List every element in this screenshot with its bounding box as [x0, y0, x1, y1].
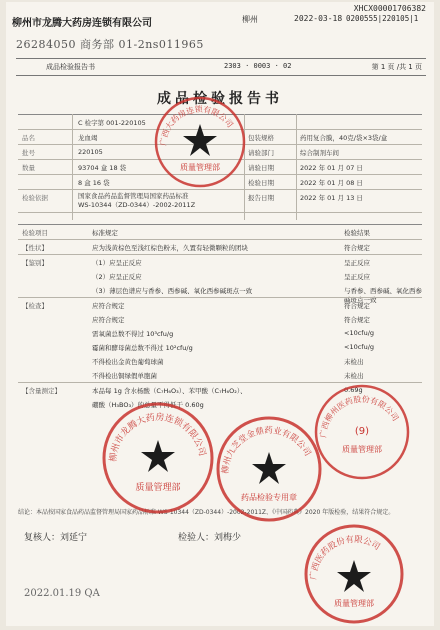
result-row — [18, 269, 422, 283]
page-indicator: 第 1 页 /共 1 页 — [371, 63, 422, 71]
info-value: 综合制剂车间 — [300, 149, 339, 157]
result-row — [18, 340, 422, 354]
info-value: 药用复合膜，40克/袋×3袋/盒 — [300, 134, 388, 142]
info-value: 龙血竭 — [78, 134, 98, 142]
result-row — [18, 254, 422, 269]
report-page — [6, 2, 434, 626]
info-value: 国家食品药品监督管理局国家药品标准 WS-10344（ZD-0344）-2002-2011Z — [78, 192, 196, 209]
seal-2-sub: 质量管理部 — [135, 483, 181, 493]
result-value: 未检出 — [344, 372, 364, 380]
result-item: 【含量测定】 — [22, 387, 61, 395]
handwritten-line: 26284050 商务部 01-2ns011965 — [16, 38, 204, 51]
row-title: 成品检验报告书 — [46, 63, 95, 71]
fax-header — [6, 2, 434, 30]
result-value: 呈正反应 — [344, 273, 370, 281]
seal-1-sub: 质量管理部 — [180, 163, 220, 172]
star-icon — [252, 452, 286, 484]
info-label: 包装规格 — [248, 134, 274, 142]
result-standard: 硼酸（H₃BO₃）的总量不得低于 0.60g — [92, 401, 204, 409]
info-row — [18, 190, 422, 213]
result-standard: （1）应呈正反应 — [92, 259, 142, 267]
info-value: 220105 — [78, 148, 103, 156]
reviewer-signature: 复核人：刘延宁 — [24, 533, 88, 543]
seal-3-sub: 质量管理部 — [342, 445, 382, 454]
info-value: 93704 盒 18 袋 — [78, 164, 127, 172]
result-standard: 应符合规定 — [92, 302, 125, 310]
info-label: 请验部门 — [248, 149, 274, 157]
result-item: 【鉴别】 — [22, 259, 48, 267]
result-row — [18, 382, 422, 397]
inspector-signature: 检验人：刘梅少 — [178, 533, 242, 543]
result-row — [18, 312, 422, 326]
result-value: 未检出 — [344, 358, 364, 366]
results-header — [18, 225, 422, 240]
svg-text:广西医药股份有限公司 — [308, 534, 382, 581]
doc-header-row — [16, 58, 426, 76]
info-row — [18, 145, 422, 160]
seal-3-num: (9) — [354, 426, 370, 437]
result-value: 符合规定 — [344, 302, 370, 310]
result-standard: 需氧菌总数不得过 10³cfu/g — [92, 330, 174, 338]
info-value: 8 盒 16 袋 — [78, 179, 110, 187]
results-table — [18, 224, 422, 411]
seal-5 — [302, 522, 406, 626]
reference-code: XHCX00001706382 — [353, 4, 426, 13]
info-value: 2022 年 01 月 07 日 — [300, 164, 363, 172]
result-value: 符合规定 — [344, 244, 370, 252]
info-label: 批号 — [22, 149, 35, 157]
col-item: 检验项目 — [22, 229, 48, 237]
table-divider — [72, 114, 73, 220]
seal-2 — [100, 400, 216, 516]
result-standard: 应符合规定 — [92, 316, 125, 324]
star-icon — [337, 560, 371, 592]
result-value: <10cfu/g — [344, 343, 375, 351]
seal-4-text: 柳州九芝堂金鼎药业有限公司 — [220, 425, 313, 475]
seal-5-sub: 质量管理部 — [334, 599, 374, 608]
result-row — [18, 283, 422, 304]
seal-3-text: 广西柳州医药股份有限公司 — [318, 394, 401, 439]
result-item: 【检查】 — [22, 302, 48, 310]
info-value: 2022 年 01 月 13 日 — [300, 194, 363, 202]
info-value: 2022 年 01 月 08 日 — [300, 179, 363, 187]
result-standard: 不得检出金黄色葡萄球菌 — [92, 358, 164, 366]
doc-number: 2303 · 0003 · 02 — [224, 62, 292, 70]
info-table — [18, 114, 422, 213]
result-item: 【性状】 — [22, 244, 48, 252]
table-divider — [244, 114, 245, 220]
fax-code: 0200555|220105|1 — [346, 14, 419, 23]
result-standard: （3）薄层色谱应与香参、西参碱、氧化西参碱斑点一致 — [92, 287, 253, 295]
info-row — [18, 130, 422, 145]
result-value: 符合规定 — [344, 316, 370, 324]
result-standard: 本品每 1g 含水杨酸（C₇H₆O₃）、苯甲酸（C₇H₆O₂）、 — [92, 387, 247, 395]
result-row — [18, 297, 422, 312]
info-value: C 检字第 001-220105 — [78, 119, 146, 127]
info-label: 检验依据 — [22, 194, 48, 202]
result-standard: 霉菌和酵母菌总数不得过 10²cfu/g — [92, 344, 193, 352]
svg-text:柳州市龙腾大药房连锁有限公司 — [107, 411, 208, 462]
result-value: <10cfu/g — [344, 329, 375, 337]
document-title: 成品检验报告书 — [157, 91, 283, 107]
result-row — [18, 326, 422, 340]
info-row — [18, 160, 422, 175]
info-label: 报告日期 — [248, 194, 274, 202]
seal-2-text: 柳州市龙腾大药房连锁有限公司 — [108, 412, 207, 463]
seal-4-sub: 药品检验专用章 — [241, 493, 297, 502]
result-row — [18, 240, 422, 254]
result-value: 0.69g — [344, 386, 363, 394]
info-row — [18, 115, 422, 130]
col-standard: 标准规定 — [92, 229, 118, 237]
star-icon — [141, 440, 175, 472]
result-value: 与香参、西参碱、氧化西参碱斑点一致 — [344, 287, 422, 304]
result-standard: （2）应呈正反应 — [92, 273, 142, 281]
seal-5-text: 广西医药股份有限公司 — [308, 534, 382, 581]
results-body — [18, 240, 422, 411]
company-name: 柳州市龙腾大药房连锁有限公司 — [12, 18, 152, 29]
info-label: 检验日期 — [248, 179, 274, 187]
info-label: 请验日期 — [248, 164, 274, 172]
result-row — [18, 354, 422, 368]
result-row — [18, 397, 422, 411]
info-row — [18, 175, 422, 190]
info-label: 数量 — [22, 164, 35, 172]
result-standard: 不得检出铜绿假单胞菌 — [92, 372, 157, 380]
table-divider — [296, 114, 297, 220]
seal-1-text: 广西大药房连锁有限公司 — [158, 104, 235, 147]
result-value: 呈正反应 — [344, 259, 370, 267]
city: 柳州 — [242, 15, 258, 24]
conclusion: 结论：本品按国家食品药品监督管理局国家药品标准 WS-10344（ZD-0344）-2002-2011Z、《中国药典》2020 年版检验，结果符合规定。 — [18, 509, 395, 516]
result-standard: 应为浅黄棕色至浅红棕色粉末，久置有轻微颗粒的团块 — [92, 244, 248, 252]
col-result: 检验结果 — [344, 229, 370, 237]
info-label: 品名 — [22, 134, 35, 142]
result-row — [18, 368, 422, 382]
handwritten-date: 2022.01.19 QA — [24, 588, 100, 599]
svg-text:柳州九芝堂金鼎药业有限公司 — [220, 425, 313, 474]
fax-date: 2022-03-18 — [294, 14, 343, 23]
